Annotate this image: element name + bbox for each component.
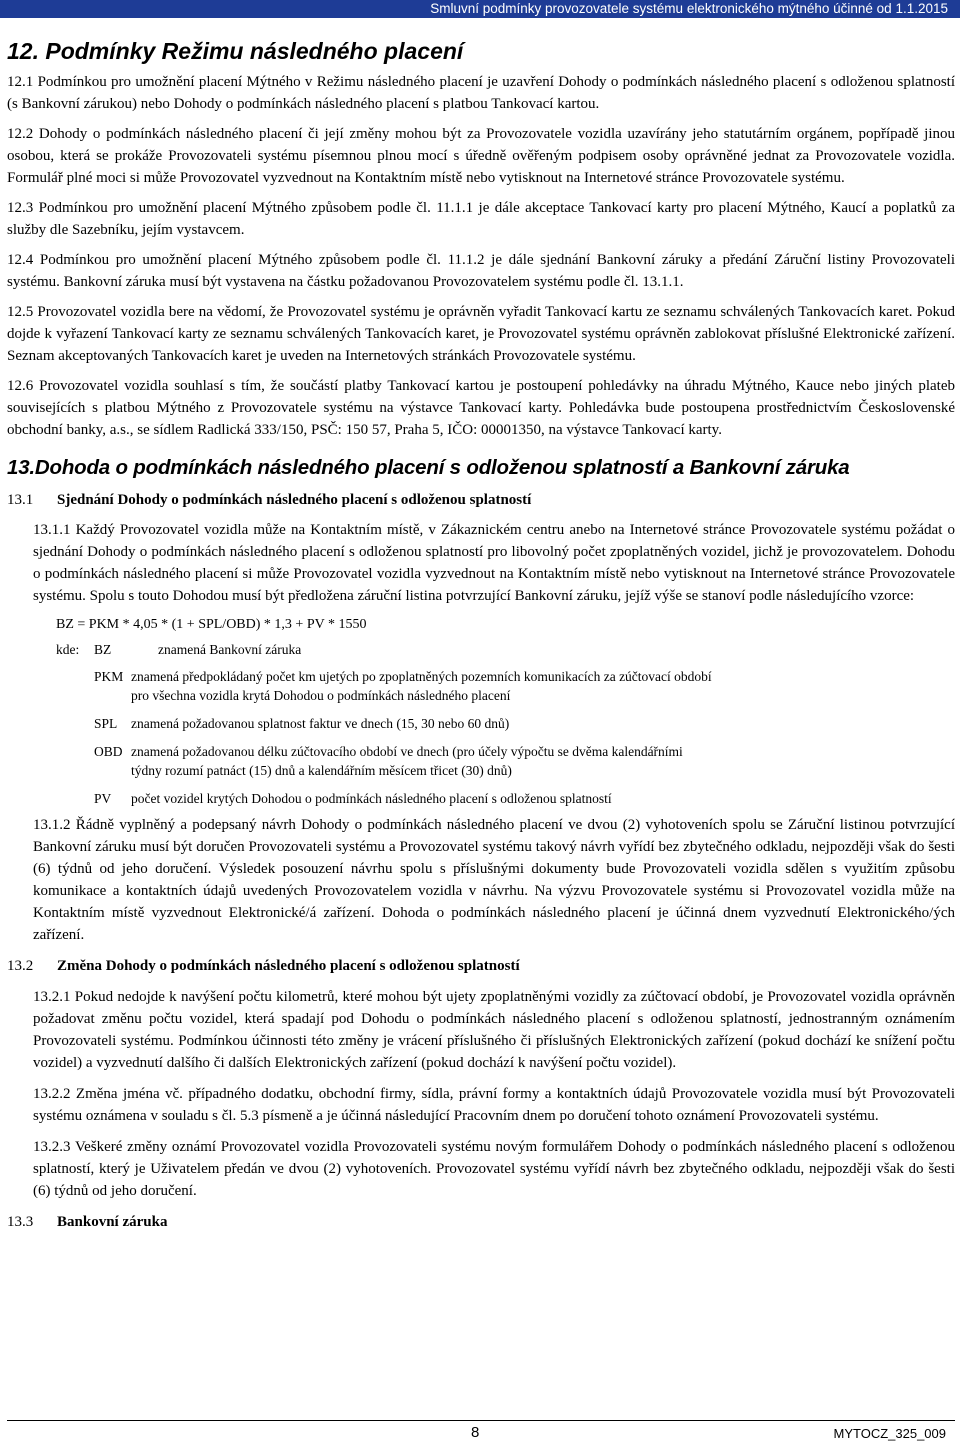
document-page — [7, 32, 955, 1233]
definition-value: znamená předpokládaný počet km ujetých po zpoplatněných pozemních komunikacích za zúčtovací období pro všechna vozidla krytá Dohodou o podmínkách následného placení — [131, 669, 712, 703]
section-12-heading: 12. Podmínky Režimu následného placení — [7, 38, 464, 64]
definition-key: BZ — [94, 642, 112, 657]
paragraph-13-2-3: 13.2.3 Veškeré změny oznámí Provozovatel vozidla Provozovateli systému novým formulářem Dohody o podmínkách následného placení s odloženou splatností, který je Uživatelem předán ve dvou (2) vyhotoveních. Provozovatel systému vyřídí návrh bez zbytečného odkladu, nejpozději však do šesti (6) týdnů od jeho doručení. — [33, 1139, 955, 1199]
definition-key: PKM — [94, 669, 124, 684]
definition-row — [56, 742, 955, 780]
definition-value: znamená požadovanou splatnost faktur ve dnech (15, 30 nebo 60 dnů) — [131, 716, 510, 731]
subsection-13-2-title: Změna Dohody o podmínkách následného placení s odloženou splatností — [57, 958, 520, 974]
definition-row — [56, 640, 955, 659]
formula-definitions — [7, 640, 955, 808]
definition-row — [56, 667, 955, 705]
paragraph-12-4: 12.4 Podmínkou pro umožnění placení Mýtného způsobem podle čl. 11.1.2 je dále sjednání Bankovní záruky a předání Záruční listiny Provozovateli systému. Bankovní záruka musí být vystavena na částku požadovanou Provozovatelem systému podle čl. 13.1.1. — [7, 252, 955, 290]
subsection-13-1-number: 13.1 — [7, 492, 34, 508]
guarantee-formula: BZ = PKM * 4,05 * (1 + SPL/OBD) * 1,3 + PV * 1550 — [56, 617, 367, 632]
definition-value: znamená Bankovní záruka — [158, 642, 302, 657]
paragraph-12-5: 12.5 Provozovatel vozidla bere na vědomí, že Provozovatel systému je oprávněn vyřadit Tankovací kartu ze seznamu schválených Tankovacích karet. Pokud dojde k vyřazení Tankovací karty ze seznamu schválených Tankovacích karet, je Provozovatel systému oprávněn zablokovat příslušné Elektronické zařízení. Seznam akceptovaných Tankovacích karet je uveden na Internetových stránkách Provozovatele systému. — [7, 304, 955, 364]
subsection-13-1-heading — [7, 489, 955, 511]
definition-key: OBD — [94, 744, 123, 759]
subsection-13-3-heading — [7, 1211, 955, 1233]
subsection-13-3-title: Bankovní záruka — [57, 1214, 168, 1230]
subsection-13-3-number: 13.3 — [7, 1214, 34, 1230]
definition-value: počet vozidel krytých Dohodou o podmínkách následného placení s odloženou splatností — [131, 791, 612, 806]
subsection-13-2-heading — [7, 955, 955, 977]
paragraph-13-1-2: 13.1.2 Řádně vyplněný a podepsaný návrh Dohody o podmínkách následného placení ve dvou (2) vyhotoveních spolu se Záruční listinou potvrzující Bankovní záruku musí být doručen Provozovateli systému a Provozovatel systému takový návrh vyřídí bez zbytečného odkladu, nejpozději však do šesti (6) týdnů od jeho doručení. Výsledek posouzení návrhu spolu s příslušnými dokumenty bude Provozovateli vozidla sdělen s využitím způsobu komunikace a kontaktních údajů uvedených Provozovatelem vozidla v návrhu. Na výzvu Provozovatele systému si Provozovatel vozidla může na Kontaktním místě vyzvednout Elektronické/á zařízení. Dohoda o podmínkách následného placení je účinná dnem vyzvednutí Elektronického/ých zařízení. — [33, 817, 955, 943]
definition-row — [56, 714, 955, 733]
paragraph-13-2-1: 13.2.1 Pokud nedojde k navýšení počtu kilometrů, které mohou být ujety zpoplatněnými vozidly za zúčtovací období, je Provozovatel vozidla oprávněn požadovat změnu počtu vozidel, která spadají pod Dohodu o podmínkách následného placení s odloženou splatností, jednostranným oznámením Provozovateli systému. Podmínkou účinnosti této změny je vrácení příslušného či příslušných Elektronických zařízení (pokud dochází ke snížení počtu vozidel) a vyzvednutí dalšího či dalších Elektronických zařízení (pokud dochází k navýšení počtu vozidel). — [33, 989, 955, 1071]
section-13-heading: 13.Dohoda o podmínkách následného placení s odloženou splatností a Bankovní záruka — [7, 456, 850, 479]
paragraph-12-1: 12.1 Podmínkou pro umožnění placení Mýtného v Režimu následného placení je uzavření Dohody o podmínkách následného placení s odloženou splatností (s Bankovní zárukou) nebo Dohody o podmínkách následného placení s platbou Tankovací kartou. — [7, 74, 955, 112]
paragraph-13-2-2: 13.2.2 Změna jména vč. případného dodatku, obchodní firmy, sídla, právní formy a kontaktních údajů Provozovatele vozidla musí být Provozovateli systému oznámena v souladu s čl. 5.3 písmeně a je účinná následující Pracovním dnem po doručení tohoto oznámení Provozovateli systému. — [33, 1086, 955, 1124]
running-header-title: Smluvní podmínky provozovatele systému elektronického mýtného účinné od 1.1.2015 — [430, 1, 948, 16]
definition-key: PV — [94, 791, 112, 806]
definition-key: SPL — [94, 716, 118, 731]
paragraph-12-2: 12.2 Dohody o podmínkách následného placení či její změny mohou být za Provozovatele vozidla uzavírány jeho statutárním orgánem, popřípadě jinou osobou, která se prokáže Provozovateli systému písemnou plnou mocí s úředně ověřeným podpisem osoby oprávněné jednat za Provozovatele vozidla. Formulář plné moci si může Provozovatel vyzvednout na Kontaktním místě nebo vytisknout na Internetové stránce Provozovatele systému. — [7, 126, 955, 186]
document-code: MYTOCZ_325_009 — [833, 1426, 946, 1441]
footer-divider — [7, 1420, 955, 1421]
definition-row — [56, 789, 955, 808]
subsection-13-1-title: Sjednání Dohody o podmínkách následného placení s odloženou splatností — [57, 492, 532, 508]
definition-value: znamená požadovanou délku zúčtovacího období ve dnech (pro účely výpočtu se dvěma kalendářními týdny rozumí patnáct (15) dnů a kalendářním měsícem třicet (30) dnů) — [131, 744, 683, 778]
page-number: 8 — [471, 1424, 480, 1441]
paragraph-13-1-1: 13.1.1 Každý Provozovatel vozidla může na Kontaktním místě, v Zákaznickém centru anebo na Internetové stránce Provozovatele systému požádat o sjednání Dohody o podmínkách následného placení s odloženou splatností pro libovolný počet zpoplatněných vozidel, jichž je provozovatelem. Dohodu o podmínkách následného placení si může Provozovatel vozidla vyzvednout na Kontaktním místě nebo vytisknout na Internetové stránce Provozovatele systému. Spolu s touto Dohodou musí být předložena záruční listina potvrzující Bankovní záruku, jejíž výše se stanoví podle následujícího vzorce: — [33, 522, 955, 604]
running-header-bar — [0, 0, 960, 18]
paragraph-12-3: 12.3 Podmínkou pro umožnění placení Mýtného způsobem podle čl. 11.1.1 je dále akceptace Tankovací karty pro placení Mýtného, Kaucí a poplatků za služby dle Sazebníku, jejím vystavcem. — [7, 200, 955, 238]
paragraph-12-6: 12.6 Provozovatel vozidla souhlasí s tím, že součástí platby Tankovací kartou je postoupení pohledávky na úhradu Mýtného, Kauce nebo jiných plateb souvisejících s platbou Mýtného z Provozovatele systému na výstavce Tankovací karty. Pohledávka bude postoupena prostřednictvím Československé obchodní banky, a.s., se sídlem Radlická 333/150, PSČ: 150 57, Praha 5, IČO: 00001350, na výstavce Tankovací karty. — [7, 378, 955, 438]
subsection-13-2-number: 13.2 — [7, 958, 34, 974]
definitions-kde-label: kde: — [56, 642, 80, 657]
